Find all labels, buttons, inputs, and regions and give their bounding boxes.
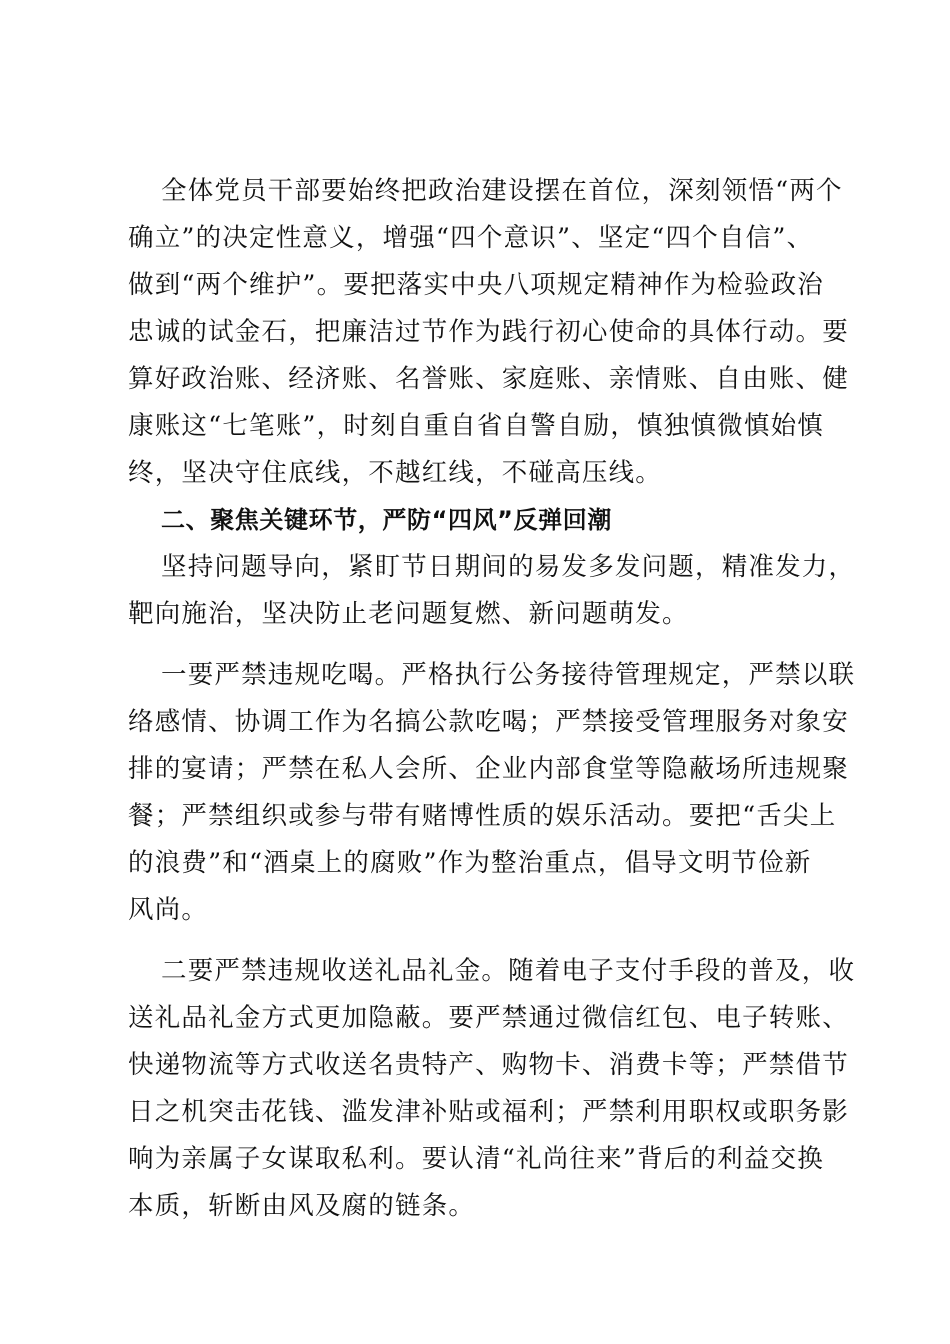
text-line: 本质，斩断由风及腐的链条。 xyxy=(128,1191,476,1221)
text-line: 靶向施治，坚决防止老问题复燃、新问题萌发。 xyxy=(128,599,689,629)
section-heading xyxy=(128,497,838,544)
text-line: 餐；严禁组织或参与带有赌博性质的娱乐活动。要把“舌尖上 xyxy=(128,801,837,831)
paragraph-political-construction xyxy=(128,168,849,497)
text-line: 一要严禁违规吃喝。严格执行公务接待管理规定，严禁以联 xyxy=(161,660,856,690)
text-line: 终，坚决守住底线，不越红线，不碰高压线。 xyxy=(128,458,663,488)
text-line: 送礼品礼金方式更加隐蔽。要严禁通过微信红包、电子转账、 xyxy=(128,1003,849,1033)
text-line: 风尚。 xyxy=(128,895,209,925)
text-line: 确立”的决定性意义，增强“四个意识”、坚定“四个自信”、 xyxy=(128,223,814,253)
text-line: 二要严禁违规收送礼品礼金。随着电子支付手段的普及，收 xyxy=(161,956,856,986)
text-line: 络感情、协调工作为名搞公款吃喝；严禁接受管理服务对象安 xyxy=(128,707,849,737)
text-line: 忠诚的试金石，把廉洁过节作为践行初心使命的具体行动。要 xyxy=(128,317,849,347)
document-body xyxy=(128,168,856,1230)
text-line: 快递物流等方式收送名贵特产、购物卡、消费卡等；严禁借节 xyxy=(128,1050,849,1080)
paragraph-banquets xyxy=(128,652,856,934)
text-line: 排的宴请；严禁在私人会所、企业内部食堂等隐蔽场所违规聚 xyxy=(128,754,849,784)
text-line: 算好政治账、经济账、名誉账、家庭账、亲情账、自由账、健 xyxy=(128,364,849,394)
text-line: 响为亲属子女谋取私利。要认清“礼尚往来”背后的利益交换 xyxy=(128,1144,824,1174)
text-line: 的浪费”和“酒桌上的腐败”作为整治重点，倡导文明节俭新 xyxy=(128,848,812,878)
text-line: 康账这“七笔账”，时刻自重自省自警自励，慎独慎微慎始慎 xyxy=(128,411,824,441)
text-line: 全体党员干部要始终把政治建设摆在首位，深刻领悟“两个 xyxy=(161,176,843,206)
text-line: 日之机突击花钱、滥发津补贴或福利；严禁利用职权或职务影 xyxy=(128,1097,849,1127)
heading-line: 二、聚焦关键环节，严防“四风”反弹回潮 xyxy=(161,506,612,534)
text-line: 做到“两个维护”。要把落实中央八项规定精神作为检验政治 xyxy=(128,270,824,300)
paragraph-problem-oriented xyxy=(128,544,856,638)
paragraph-gifts xyxy=(128,948,856,1230)
text-line: 坚持问题导向，紧盯节日期间的易发多发问题，精准发力， xyxy=(161,552,856,582)
